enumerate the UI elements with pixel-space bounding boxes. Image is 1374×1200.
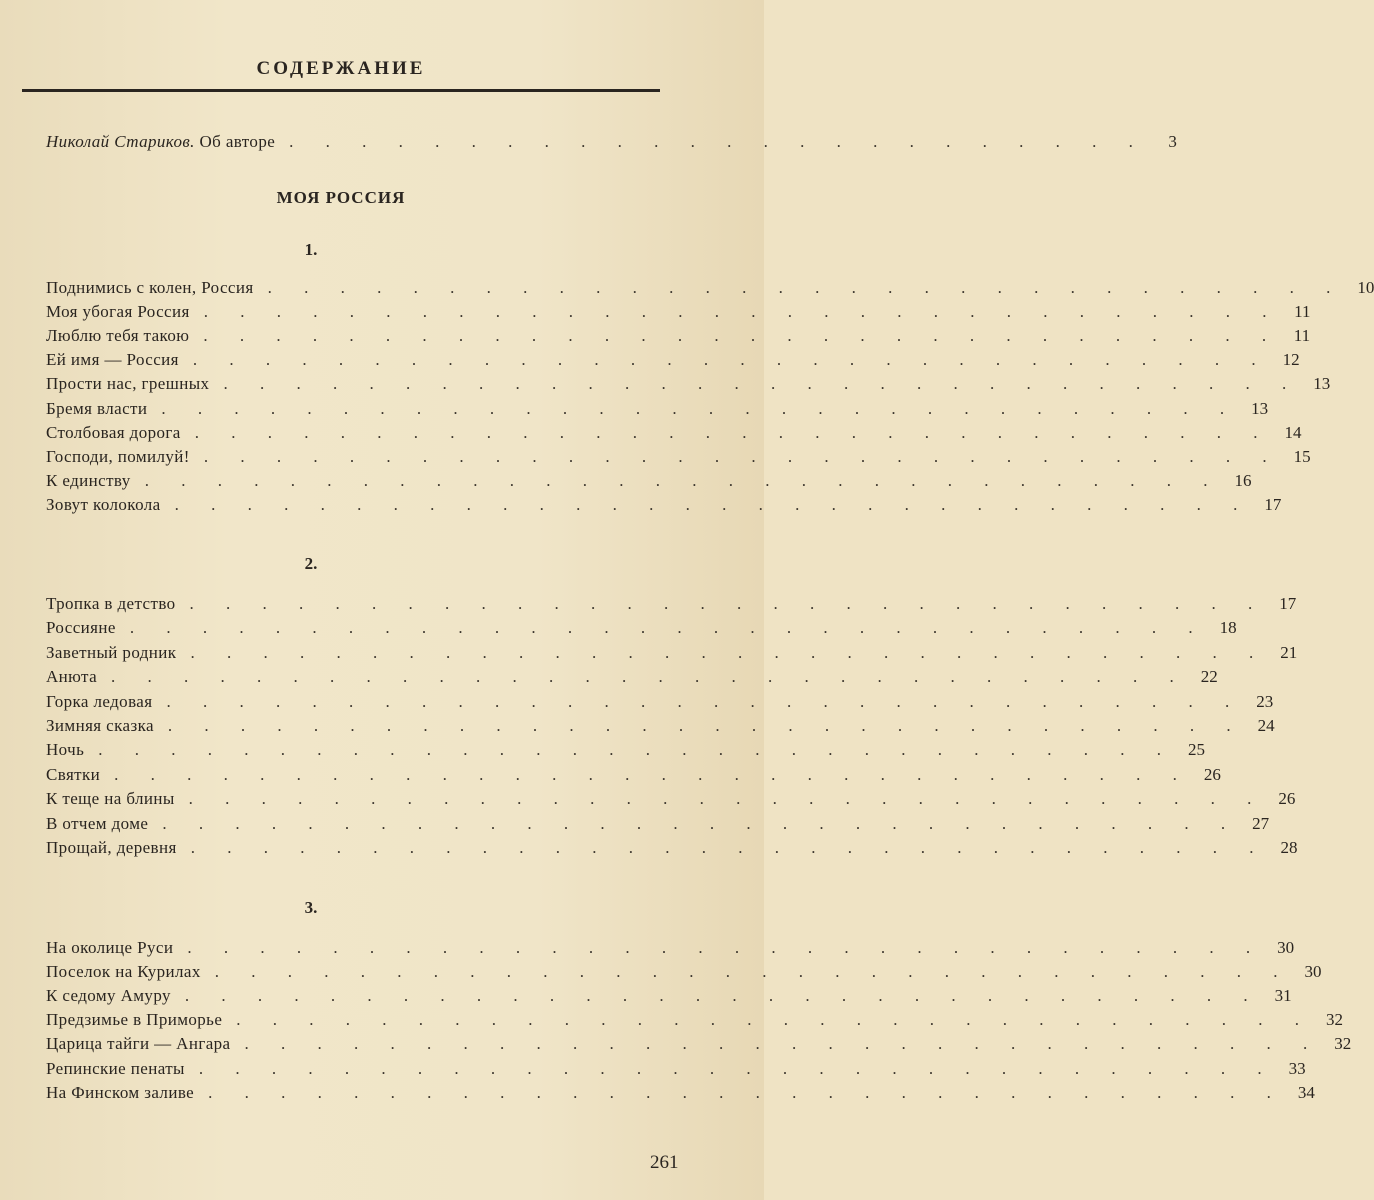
dot-leader: . . . . . . . . . . . . . . . . . . . . . . . . . . . . . . <box>129 618 1207 638</box>
toc-entry[interactable] <box>46 665 1218 689</box>
toc-entry-title: Святки <box>46 764 101 784</box>
toc-entry-page: 32 <box>1326 1010 1344 1030</box>
toc-entry[interactable] <box>46 276 1374 300</box>
toc-entry[interactable] <box>46 324 1311 348</box>
dot-leader: . . . . . . . . . . . . . . . . . . . . . . . . . . . . . . <box>167 716 1245 735</box>
toc-entry[interactable] <box>46 421 1302 445</box>
dot-leader: . . . . . . . . . . . . . . . . . . . . . . . . . . . . . . <box>184 986 1262 1006</box>
toc-entry[interactable] <box>46 616 1237 640</box>
toc-entry[interactable] <box>46 469 1252 493</box>
toc-entry-page: 27 <box>1252 813 1270 833</box>
toc-entry[interactable] <box>46 836 1298 860</box>
toc-entry-title: Ей имя — Россия <box>46 350 179 370</box>
author-entry-text: Об авторе <box>199 132 276 151</box>
toc-entry[interactable] <box>46 738 1205 762</box>
toc-entry[interactable] <box>46 787 1296 811</box>
dot-leader: . . . . . . . . . . . . . . . . . . . . . . . . . . . . . . <box>174 494 1252 514</box>
toc-entry[interactable] <box>46 1032 1352 1056</box>
dot-leader: . . . . . . . . . . . . . . . . . . . . . . . . . . . . . . <box>161 398 1239 418</box>
toc-entry-title: К теще на блины <box>46 789 175 809</box>
dot-leader: . . . . . . . . . . . . . . . . . . . . . . . . . . . . . . <box>208 1082 1285 1102</box>
toc-entry-page: 30 <box>1304 962 1322 982</box>
section-heading: 3. <box>304 898 318 917</box>
part-heading: МОЯ РОССИЯ <box>276 188 406 207</box>
toc-entry-page: 17 <box>1279 594 1297 613</box>
toc-entry-page: 21 <box>1280 642 1298 662</box>
toc-entry-page: 34 <box>1297 1082 1315 1102</box>
dot-leader: . . . . . . . . . . . . . . . . . . . . . . . . . . . . . . <box>203 446 1281 466</box>
toc-entry-title: Прощай, деревня <box>46 838 177 857</box>
toc-entry-title: Царица тайги — Ангара <box>46 1034 231 1054</box>
toc-entry-page: 14 <box>1284 422 1302 442</box>
toc-entry-title: На околице Руси <box>46 938 174 957</box>
toc-entry-title: Прости нас, грешных <box>46 374 210 394</box>
toc-entry[interactable] <box>46 763 1221 787</box>
dot-leader: . . . . . . . . . . . . . . . . . . . . . . . . . . . . . . <box>198 1058 1276 1078</box>
dot-leader: . . . . . . . . . . . . . . . . . . . . . . . . . . . . . . <box>244 1034 1322 1054</box>
toc-entry-page: 23 <box>1256 691 1274 711</box>
toc-entry-title: Зимняя сказка <box>46 716 154 735</box>
dot-leader: . . . . . . . . . . . . . . . . . . . . . . . . . . . . . . <box>189 594 1267 613</box>
dot-leader: . . . . . . . . . . . . . . . . . . . . . . . . . . . . . . <box>223 374 1301 394</box>
toc-entry-page: 12 <box>1282 350 1300 370</box>
toc-entry[interactable] <box>46 372 1331 396</box>
toc-entry-title: Тропка в детство <box>46 594 176 613</box>
toc-entry-title: Господи, помилуй! <box>46 446 190 466</box>
toc-entry-title: Поднимись с колен, Россия <box>46 278 254 297</box>
toc-entry-title: Зовут колокола <box>46 494 161 514</box>
toc-entry[interactable] <box>46 592 1297 616</box>
dot-leader: . . . . . . . . . . . . . . . . . . . . . . . . . . . . . . <box>267 278 1345 297</box>
toc-entry-page: 26 <box>1278 789 1296 809</box>
toc-entry-page: 30 <box>1277 938 1295 957</box>
dot-leader: . . . . . . . . . . . . . . . . . . . . . . . . . . . . . . <box>98 740 1175 760</box>
dot-leader: . . . . . . . . . . . . . . . . . . . . . . . . . . . . . . <box>194 422 1272 442</box>
toc-entry-title: Предзимье в Приморье <box>46 1010 223 1030</box>
toc-entry[interactable] <box>46 714 1275 738</box>
dot-leader: . . . . . . . . . . . . . . . . . . . . . . . . . . . . . . <box>203 302 1281 322</box>
author-entry-title <box>46 130 275 154</box>
dot-leader: . . . . . . . . . . . . . . . . . . . . . . . . . . . . . . <box>190 838 1268 857</box>
toc-entry[interactable] <box>46 445 1311 469</box>
toc-entry[interactable] <box>46 641 1298 665</box>
dot-leader: . . . . . . . . . . . . . . . . . . . . . . . . . . . . . . <box>166 691 1244 711</box>
toc-entry-title: Люблю тебя такою <box>46 326 190 346</box>
toc-entry-page: 10 <box>1357 278 1374 297</box>
toc-entry-page: 17 <box>1264 494 1282 514</box>
toc-entry[interactable] <box>46 936 1295 960</box>
dot-leader: . . . . . . . . . . . . . . . . . . . . . . . . . . . . . . <box>111 667 1188 687</box>
toc-entry-page: 13 <box>1251 398 1269 418</box>
toc-entry[interactable] <box>46 493 1282 517</box>
toc-entry-title: Поселок на Курилах <box>46 962 201 982</box>
dot-leader: . . . . . . . . . . . . . . . . . . . . . . . . . . . . . . <box>192 350 1270 370</box>
page-number: 261 <box>650 1152 679 1173</box>
dot-leader: . . . . . . . . . . . . . . . . . . . . . . . . . . . . . . <box>203 326 1281 346</box>
toc-entry[interactable] <box>46 984 1292 1008</box>
toc-entry-title: На Финском заливе <box>46 1082 195 1102</box>
toc-entry[interactable] <box>46 1081 1315 1105</box>
toc-entry-title: В отчем доме <box>46 813 149 833</box>
toc-entry-title: К седому Амуру <box>46 986 171 1006</box>
dot-leader: . . . . . . . . . . . . . . . . . . . . . . . . . . . . . . <box>187 938 1265 957</box>
toc-entry-page: 25 <box>1188 740 1205 760</box>
page-title: СОДЕРЖАНИЕ <box>256 58 426 79</box>
toc-entry-title: Столбовая дорога <box>46 422 181 442</box>
toc-entry-page: 26 <box>1203 764 1221 784</box>
toc-entry-title: Ночь <box>46 740 85 760</box>
dot-leader: . . . . . . . . . . . . . . . . . . . . . . . . . . . . . . <box>114 764 1191 784</box>
toc-entry-page: 31 <box>1274 986 1292 1006</box>
toc-entry[interactable] <box>46 348 1300 372</box>
dot-leader: . . . . . . . . . . . . . . . . . . . . . . . . . . . . . . <box>162 813 1240 833</box>
toc-entry-page: 32 <box>1334 1034 1352 1054</box>
toc-entry-page: 15 <box>1293 446 1311 466</box>
toc-entry-title: Анюта <box>46 667 98 687</box>
title-rule <box>22 89 660 92</box>
dot-leader: . . . . . . . . . . . . . . . . . . . . . . . . . . . . . . <box>188 789 1266 809</box>
toc-entry-page: 11 <box>1293 326 1311 346</box>
dot-leader: . . . . . . . . . . . . . . . . . . . . . . . . <box>289 132 1147 151</box>
toc-entry[interactable] <box>46 397 1269 421</box>
dot-leader: . . . . . . . . . . . . . . . . . . . . . . . . . . . . . . <box>236 1010 1314 1030</box>
toc-entry[interactable] <box>46 960 1322 984</box>
toc-entry-page: 11 <box>1294 302 1311 322</box>
toc-entry-page: 16 <box>1234 470 1252 490</box>
author-name: Николай Стариков. <box>46 132 195 151</box>
toc-entry[interactable] <box>46 1008 1344 1032</box>
toc-entry-title: Заветный родник <box>46 642 177 662</box>
toc-entry-page: 24 <box>1257 716 1275 735</box>
toc-entry-title: Бремя власти <box>46 398 148 418</box>
dot-leader: . . . . . . . . . . . . . . . . . . . . . . . . . . . . . . <box>190 642 1268 662</box>
author-entry-page: 3 <box>1168 132 1177 151</box>
toc-entry-page: 22 <box>1200 667 1218 687</box>
toc-entry-title: Горка ледовая <box>46 691 153 711</box>
section-heading: 2. <box>304 554 318 573</box>
toc-entry-title: Россияне <box>46 618 116 638</box>
toc-entry-page: 13 <box>1313 374 1331 394</box>
toc-entry-title: Моя убогая Россия <box>46 302 190 322</box>
toc-entry-page: 18 <box>1219 618 1237 638</box>
toc-entry[interactable] <box>46 690 1274 714</box>
toc-entry[interactable] <box>46 1057 1306 1081</box>
toc-entry[interactable] <box>46 300 1311 324</box>
dot-leader: . . . . . . . . . . . . . . . . . . . . . . . . . . . . . . <box>144 470 1222 490</box>
author-entry <box>46 130 1177 154</box>
section-heading: 1. <box>304 240 318 259</box>
toc-entry[interactable] <box>46 812 1270 836</box>
toc-entry-page: 28 <box>1280 838 1298 857</box>
toc-entry-title: К единству <box>46 470 131 490</box>
toc-entry-title: Репинские пенаты <box>46 1058 185 1078</box>
dot-leader: . . . . . . . . . . . . . . . . . . . . . . . . . . . . . . <box>214 962 1292 982</box>
toc-entry-page: 33 <box>1288 1058 1306 1078</box>
